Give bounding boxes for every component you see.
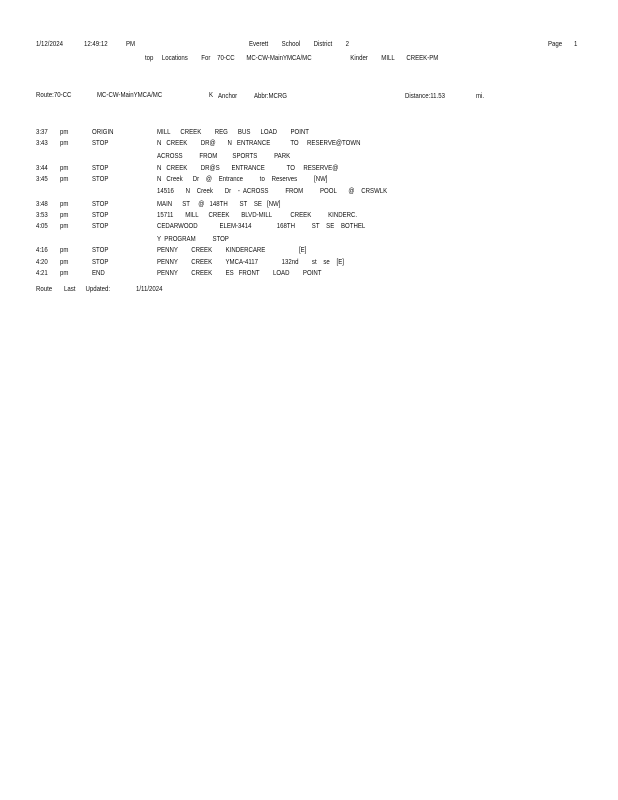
stop-location: PENNY CREEK ES FRONT LOAD POINT bbox=[157, 268, 322, 277]
stop-location: 15711 MILL CREEK BLVD-MILL CREEK KINDERC. bbox=[157, 210, 358, 219]
stop-location: MILL CREEK REG BUS LOAD POINT bbox=[157, 127, 309, 136]
stop-time: 3:37 bbox=[36, 127, 48, 136]
stop-ampm: pm bbox=[60, 221, 69, 230]
stop-time: 4:20 bbox=[36, 257, 48, 266]
stop-ampm: pm bbox=[60, 245, 69, 254]
stop-time: 3:45 bbox=[36, 174, 48, 183]
district-title: Everett School District 2 bbox=[249, 39, 350, 48]
stop-ampm: pm bbox=[60, 127, 69, 136]
route-id: Route:70-CC bbox=[36, 90, 72, 99]
report-time: 12:49:12 bbox=[84, 39, 108, 48]
page-number: 1 bbox=[574, 39, 578, 48]
page-label: Page bbox=[548, 39, 563, 48]
route-distance: Distance:11.53 bbox=[405, 91, 445, 100]
stop-ampm: pm bbox=[60, 138, 69, 147]
stop-location: N Creek Dr @ Entrance to Reserves [NW] bbox=[157, 174, 328, 183]
anchor-k: K bbox=[209, 90, 214, 99]
stop-ampm: pm bbox=[60, 210, 69, 219]
stop-location: Y PROGRAM STOP bbox=[157, 234, 229, 243]
stop-type: ORIGIN bbox=[92, 127, 114, 136]
stop-time: 4:21 bbox=[36, 268, 48, 277]
anchor-label: Anchor bbox=[218, 91, 238, 100]
stop-type: STOP bbox=[92, 245, 109, 254]
stop-ampm: pm bbox=[60, 268, 69, 277]
stop-type: STOP bbox=[92, 221, 109, 230]
stop-time: 3:44 bbox=[36, 163, 48, 172]
stop-type: STOP bbox=[92, 163, 109, 172]
stop-location: MAIN ST @ 148TH ST SE [NW] bbox=[157, 199, 281, 208]
stop-type: STOP bbox=[92, 257, 109, 266]
stop-type: STOP bbox=[92, 210, 109, 219]
stop-ampm: pm bbox=[60, 174, 69, 183]
stop-type: STOP bbox=[92, 199, 109, 208]
distance-unit: mi. bbox=[476, 91, 485, 100]
stop-location: CEDARWOOD ELEM-3414 168TH ST SE BOTHEL bbox=[157, 221, 366, 230]
stop-location: N CREEK DR@ N ENTRANCE TO RESERVE@TOWN bbox=[157, 138, 361, 147]
route-abbr: Abbr:MCRG bbox=[254, 91, 288, 100]
stop-location: 14516 N Creek Dr - ACROSS FROM POOL @ CRSWLK bbox=[157, 186, 388, 195]
stop-ampm: pm bbox=[60, 257, 69, 266]
report-date: 1/12/2024 bbox=[36, 39, 63, 48]
stop-location: ACROSS FROM SPORTS PARK bbox=[157, 151, 291, 160]
stop-location: PENNY CREEK YMCA-4117 132nd st se [E] bbox=[157, 257, 344, 266]
stop-time: 4:05 bbox=[36, 221, 48, 230]
footer-label: Route Last Updated: bbox=[36, 284, 111, 293]
stop-ampm: pm bbox=[60, 199, 69, 208]
route-name: MC-CW-MainYMCA/MC bbox=[97, 90, 163, 99]
stop-ampm: pm bbox=[60, 163, 69, 172]
stop-type: STOP bbox=[92, 138, 109, 147]
stop-type: STOP bbox=[92, 174, 109, 183]
stop-time: 4:16 bbox=[36, 245, 48, 254]
stop-location: PENNY CREEK KINDERCARE [E] bbox=[157, 245, 307, 254]
stop-time: 3:48 bbox=[36, 199, 48, 208]
stop-location: N CREEK DR@S ENTRANCE TO RESERVE@ bbox=[157, 163, 339, 172]
stop-type: END bbox=[92, 268, 105, 277]
footer-date: 1/11/2024 bbox=[136, 284, 163, 293]
report-subtitle: top Locations For 70-CC MC-CW-MainYMCA/MC Kinder MILL CREEK-PM bbox=[145, 53, 439, 62]
stop-time: 3:43 bbox=[36, 138, 48, 147]
stop-time: 3:53 bbox=[36, 210, 48, 219]
report-ampm: PM bbox=[126, 39, 136, 48]
